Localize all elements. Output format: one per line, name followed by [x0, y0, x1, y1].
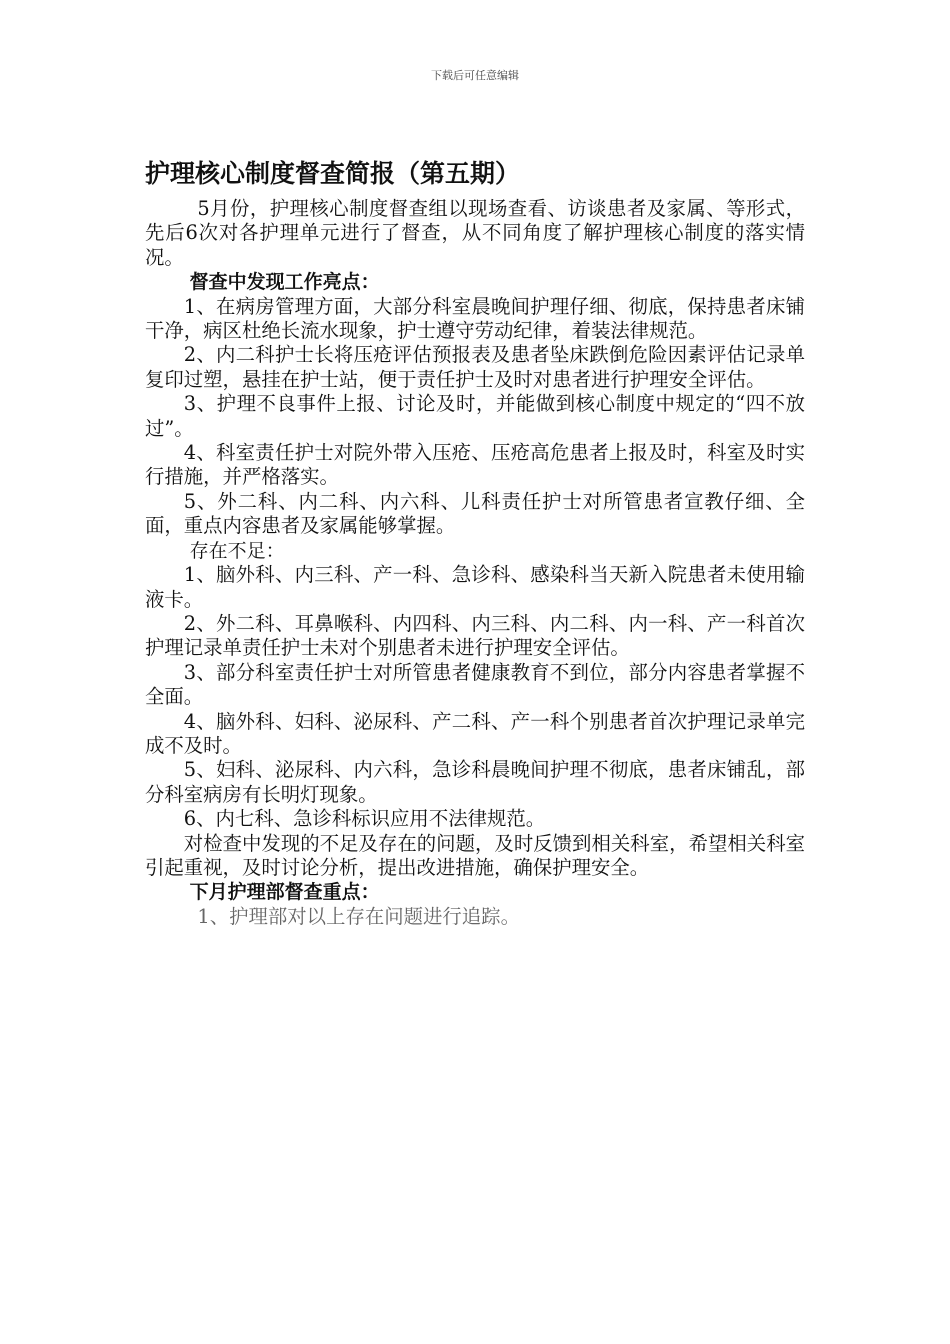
conclusion-paragraph: 对检查中发现的不足及存在的问题，及时反馈到相关科室，希望相关科室引起重视，及时讨论分析，提出改进措施，确保护理安全。 — [145, 831, 805, 879]
highlight-item-4: 4、科室责任护士对院外带入压疮、压疮高危患者上报及时，科室及时实行措施，并严格落实。 — [145, 441, 805, 489]
highlights-heading: 督查中发现工作亮点： — [189, 271, 380, 294]
shortcoming-item-1: 1、脑外科、内三科、产一科、急诊科、感染科当天新入院患者未使用输液卡。 — [145, 563, 805, 611]
shortcoming-item-2: 2、外二科、耳鼻喉科、内四科、内三科、内二科、内一科、产一科首次护理记录单责任护士未对个别患者未进行护理安全评估。 — [145, 611, 805, 660]
document-body — [145, 155, 805, 929]
header-note: 下载后可任意编辑 — [431, 69, 519, 82]
shortcoming-item-5: 5、妇科、泌尿科、内六科，急诊科晨晚间护理不彻底，患者床铺乱，部分科室病房有长明灯现象。 — [145, 758, 805, 806]
next-month-heading: 下月护理部督查重点： — [189, 881, 380, 904]
next-month-item-1: 1、护理部对以上存在问题进行追踪。 — [197, 904, 520, 928]
shortcomings-heading: 存在不足： — [189, 539, 285, 562]
intro-paragraph: 5月份，护理核心制度督查组以现场查看、访谈患者及家属、等形式，先后6次对各护理单元进行了督查，从不同角度了解护理核心制度的落实情况。 — [145, 197, 805, 269]
shortcoming-item-3: 3、部分科室责任护士对所管患者健康教育不到位，部分内容患者掌握不全面。 — [145, 660, 805, 709]
highlight-item-1: 1、在病房管理方面，大部分科室晨晚间护理仔细、彻底，保持患者床铺干净，病区杜绝长流水现象，护士遵守劳动纪律，着装法律规范。 — [145, 294, 805, 343]
highlight-item-3: 3、护理不良事件上报、讨论及时，并能做到核心制度中规定的“四不放过”。 — [145, 392, 805, 440]
document-title: 护理核心制度督查简报（第五期） — [145, 159, 521, 188]
shortcoming-item-6: 6、内七科、急诊科标识应用不法律规范。 — [183, 807, 546, 831]
highlight-item-2: 2、内二科护士长将压疮评估预报表及患者坠床跌倒危险因素评估记录单复印过塑，悬挂在护士站，便于责任护士及时对患者进行护理安全评估。 — [145, 343, 805, 391]
highlight-item-5: 5、外二科、内二科、内六科、儿科责任护士对所管患者宣教仔细、全面，重点内容患者及家属能够掌握。 — [145, 489, 805, 538]
shortcoming-item-4: 4、脑外科、妇科、泌尿科、产二科、产一科个别患者首次护理记录单完成不及时。 — [145, 709, 805, 757]
